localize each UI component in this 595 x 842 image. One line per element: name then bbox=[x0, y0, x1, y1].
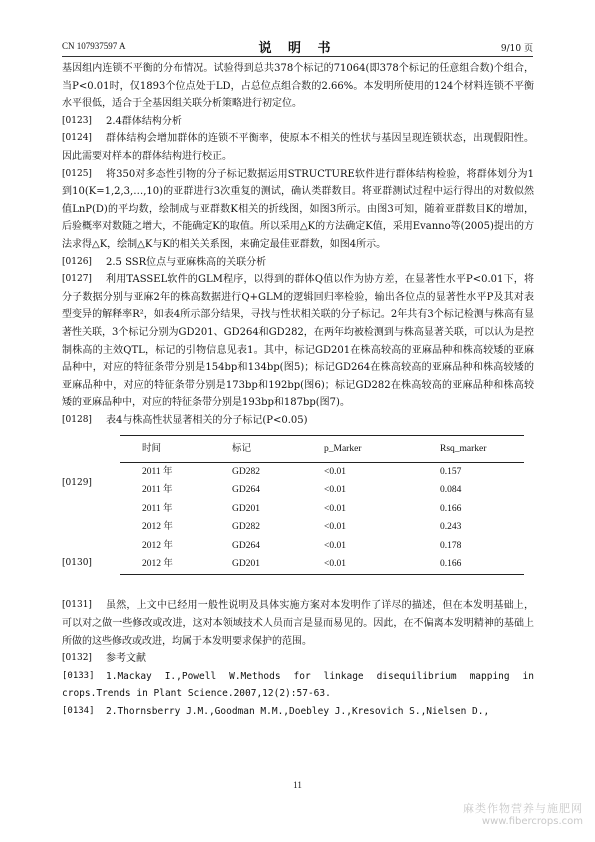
paragraph-text: 虽然，上文中已经用一般性说明及具体实施方案对本发明作了详尽的描述，但在本发明基础上，可以对之做一些修改或改进，这对本领域技术人员而言是显而易见的。因此，在不偏离本发明精神的基础上所做的这些修改或改进，均属于本发明要求保护的范围。 bbox=[62, 600, 534, 647]
section-heading: 2.4群体结构分析 bbox=[106, 115, 182, 127]
paragraph-number: [0132] bbox=[62, 653, 92, 664]
section-heading: 2.5 SSR位点与亚麻株高的关联分析 bbox=[106, 256, 267, 268]
table-cell: GD264 bbox=[232, 540, 260, 551]
paragraph-continued bbox=[62, 60, 534, 113]
paragraph-text: 将350对多态性引物的分子标记数据运用STRUCTURE软件进行群体结构检验，将群体划分为1到10(K=1,2,3,…,10)的亚群进行3次重复的测试，确认类群数目。将亚群测试过程中运行得出的对数似然值LnP(D)的平均数，绘制成与亚群数K相关的折线图，如图3所示。由图3可知，随着亚群数目K的增加，后验概率对数随之增大，不能确定K的取值。所以采用△K的方法确定K值，采用Evanno等(2005)提出的方法求得△K，绘制△K与K的相关关系图，来确定最佳亚群数，如图4所示。 bbox=[62, 168, 534, 250]
table-header-cell: 标记 bbox=[226, 436, 318, 463]
document-title: 说 明 书 bbox=[258, 41, 337, 56]
paragraph-number: [0124] bbox=[62, 133, 92, 144]
table-row bbox=[120, 463, 524, 482]
table-section bbox=[62, 429, 534, 597]
table-cell: 0.084 bbox=[440, 485, 462, 496]
table-cell: GD264 bbox=[232, 485, 260, 496]
paragraph-0132 bbox=[62, 650, 534, 668]
watermark-url: www.fibercrops.com bbox=[481, 816, 583, 827]
paragraph-0127 bbox=[62, 271, 534, 412]
table-cell: <0.01 bbox=[318, 556, 434, 575]
marker-table bbox=[120, 435, 524, 575]
paragraph-number: [0125] bbox=[62, 168, 92, 179]
paragraph-0128 bbox=[62, 412, 534, 430]
table-header-cell: 时间 bbox=[120, 436, 226, 463]
table-header-cell: p_Marker bbox=[318, 436, 434, 463]
reference-entry: 1.Mackay I.,Powell W.Methods for linkage disequilibrium mapping in crops.Trends in Plant Science.2007,12(2):57-63. bbox=[62, 670, 534, 700]
paragraph-number: [0127] bbox=[62, 274, 92, 285]
table-cell: 0.166 bbox=[440, 503, 462, 514]
table-cell: 2012 年 bbox=[142, 540, 173, 551]
reference-entry: 2.Thornsberry J.M.,Goodman M.M.,Doebley J.,Kresovich S.,Nielsen D., bbox=[106, 706, 490, 718]
table-cell: 2011 年 bbox=[142, 485, 173, 496]
table-cell: 0.166 bbox=[434, 556, 524, 575]
paragraph-0134 bbox=[62, 703, 534, 721]
paragraph-number: [0126] bbox=[62, 256, 92, 267]
watermark bbox=[463, 802, 583, 828]
paragraph-text: 利用TASSEL软件的GLM程序，以得到的群体Q值以作为协方差，在显著性水平P<0.01下，将分子数据分别与亚麻2年的株高数据进行Q+GLM的逻辑回归率检验，输出各位点的显著性水平P及其对表型变异的解释率R²，如表4所示部分结果，寻找与性状相关联的分子标记。2年共有3个标记检测与株高有显著性关联，3个标记分别为GD201、GD264和GD282，在两年均被检测到与株高显著关联，可以认为是控制株高的主效QTL，标记的引物信息见表1。其中，标记GD201在株高较高的亚麻品种和株高较矮的亚麻品种中，对应的特征条带分别是154bp和134bp(图5)；标记GD264在株高较高的亚麻品种和株高较矮的亚麻品种中，对应的特征条带分别是173bp和192bp(图6)；标记GD282在株高较高的亚麻品种和株高较矮的亚麻品种中，对应的特征条带分别是193bp和187bp(图7)。 bbox=[62, 274, 534, 409]
paragraph-0123 bbox=[62, 113, 534, 131]
table-cell: <0.01 bbox=[324, 522, 346, 533]
table-cell: GD201 bbox=[232, 503, 260, 514]
table-cell: 2011 年 bbox=[142, 466, 173, 477]
document-body bbox=[62, 60, 534, 721]
table-caption: 表4与株高性状显著相关的分子标记(P<0.05) bbox=[106, 414, 308, 426]
publication-number: CN 107937597 A bbox=[62, 41, 126, 51]
table-cell: 2012 年 bbox=[142, 522, 173, 533]
table-row bbox=[120, 556, 524, 575]
paragraph-number: [0130] bbox=[62, 558, 92, 569]
table-cell: 2012 年 bbox=[120, 556, 226, 575]
paragraph-number: [0134] bbox=[62, 706, 95, 717]
paragraph-0131 bbox=[62, 597, 534, 650]
paragraph-0133 bbox=[62, 668, 534, 703]
paragraph-number: [0128] bbox=[62, 414, 92, 425]
paragraph-number: [0131] bbox=[62, 600, 92, 611]
header-divider bbox=[62, 56, 533, 57]
table-row bbox=[120, 519, 524, 538]
table-cell: <0.01 bbox=[324, 485, 346, 496]
table-row bbox=[120, 482, 524, 501]
paragraph-0124 bbox=[62, 130, 534, 165]
watermark-site-name: 麻类作物营养与施肥网 bbox=[463, 802, 583, 815]
paragraph-number: [0123] bbox=[62, 115, 92, 126]
table-cell: 0.178 bbox=[440, 540, 462, 551]
table-cell: GD282 bbox=[232, 466, 260, 477]
paragraph-number: [0129] bbox=[62, 478, 92, 489]
table-header-row bbox=[120, 436, 524, 463]
page-number: 11 bbox=[293, 780, 302, 790]
table-cell: GD282 bbox=[232, 522, 260, 533]
table-cell: <0.01 bbox=[324, 466, 346, 477]
section-heading: 参考文献 bbox=[106, 653, 146, 665]
table-row bbox=[120, 500, 524, 519]
page-indicator: 9/10 页 bbox=[500, 44, 533, 54]
table-cell: <0.01 bbox=[324, 540, 346, 551]
paragraph-0126 bbox=[62, 254, 534, 272]
table-cell: 0.243 bbox=[440, 522, 462, 533]
table-cell: 0.157 bbox=[440, 466, 462, 477]
table-cell: GD201 bbox=[226, 556, 318, 575]
paragraph-text: 群体结构会增加群体的连锁不平衡率，使原本不相关的性状与基因呈现连锁状态，出现假阳性。因此需要对样本的群体结构进行校正。 bbox=[62, 133, 534, 162]
page-header bbox=[62, 37, 533, 55]
table-header-cell: Rsq_marker bbox=[434, 436, 524, 463]
paragraph-number: [0133] bbox=[62, 670, 95, 681]
table-row bbox=[120, 537, 524, 556]
paragraph-text: 基因组内连锁不平衡的分布情况。试验得到总共378个标记的71064(即378个标记的任意组合数)个组合，当P<0.01时，仅1893个位点处于LD，占总位点组合数的2.66%。本发明所使用的124个材料连锁不平衡水平很低，适合于全基因组关联分析策略进行初定位。 bbox=[62, 63, 534, 110]
table-cell: <0.01 bbox=[324, 503, 346, 514]
paragraph-0125 bbox=[62, 166, 534, 254]
table-cell: 2011 年 bbox=[142, 503, 173, 514]
